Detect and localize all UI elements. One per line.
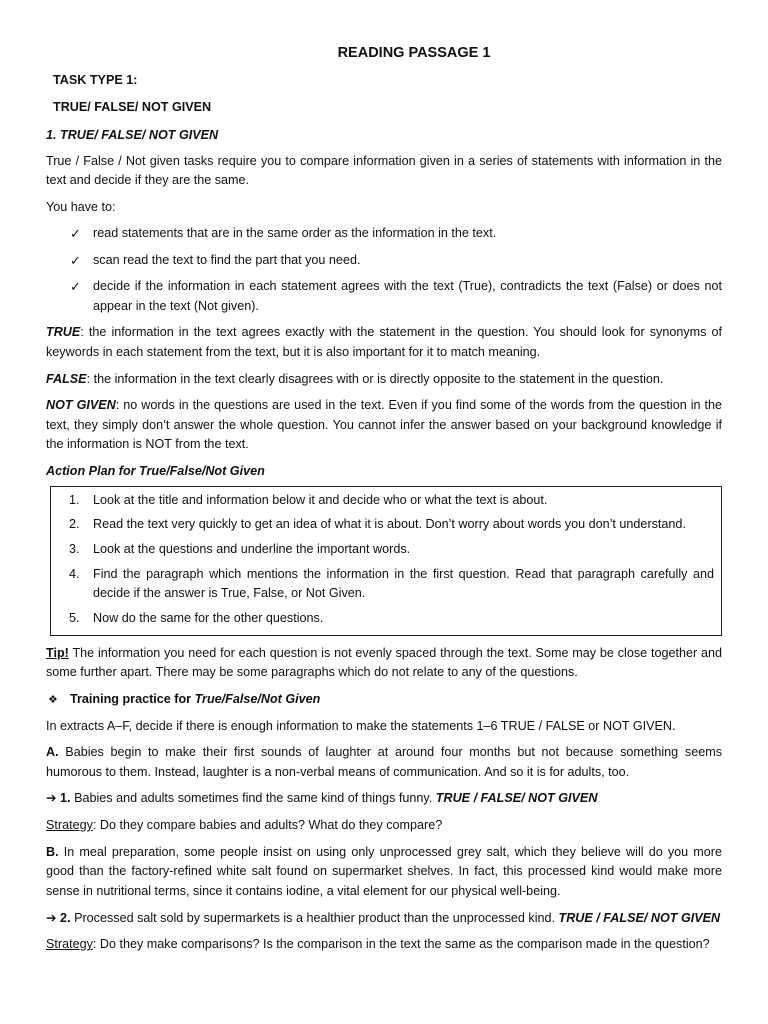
arrow-right-icon: ➔: [46, 910, 57, 925]
definition-false-text: : the information in the text clearly disagrees with or is directly opposite to the statement in the question.: [86, 371, 664, 386]
definition-false: [46, 370, 722, 390]
checkmark-icon: ✓: [70, 278, 81, 294]
training-label: Training practice for: [70, 691, 195, 706]
question-1-options: TRUE / FALSE/ NOT GIVEN: [435, 791, 598, 806]
term-not-given: NOT GIVEN: [46, 398, 116, 413]
question-2: [46, 909, 722, 929]
section-heading: 1. TRUE/ FALSE/ NOT GIVEN: [46, 127, 219, 142]
question-1-text: Babies and adults sometimes find the same kind of things funny.: [70, 791, 436, 806]
extract-b-letter: B.: [46, 844, 59, 859]
checklist-text: scan read the text to find the part that you need.: [93, 252, 361, 267]
step-number: 5.: [69, 610, 80, 625]
checkmark-icon: ✓: [70, 226, 81, 242]
strategy-2-text: : Do they make comparisons? Is the comparison in the text the same as the comparison made in the question?: [92, 937, 710, 952]
action-plan-item: [51, 491, 714, 511]
step-number: 2.: [69, 517, 80, 532]
strategy-1-label: Strategy: [46, 818, 93, 833]
extract-a-text: Babies begin to make their first sounds of laughter at around four months but not because something seems humorous to them. Instead, laughter is a non-verbal means of communication. And so it is for adults, too.: [46, 745, 722, 779]
step-text: Read the text very quickly to get an idea of what it is about. Don’t worry about words you don’t understand.: [93, 517, 686, 532]
step-number: 3.: [69, 542, 80, 557]
strategy-1: [46, 816, 722, 836]
action-plan-list: [51, 491, 714, 629]
checklist-item: [46, 251, 722, 271]
term-true: TRUE: [46, 325, 81, 340]
extracts-intro: In extracts A–F, decide if there is enough information to make the statements 1–6 TRUE / FALSE or NOT GIVEN.: [46, 718, 676, 733]
definition-true: [46, 323, 722, 362]
step-number: 4.: [69, 566, 80, 581]
checklist-text: read statements that are in the same order as the information in the text.: [93, 226, 497, 241]
extract-a-letter: A.: [46, 745, 59, 760]
question-1-number: 1.: [56, 791, 71, 806]
step-text: Now do the same for the other questions.: [93, 610, 324, 625]
definition-true-text: : the information in the text agrees exactly with the statement in the question. You should look for synonyms of keywords in each statement from the text, but it is also important for it to match meaning.: [46, 325, 722, 359]
action-plan-item: [51, 565, 714, 604]
action-plan-item: [51, 515, 714, 535]
checkmark-icon: ✓: [70, 252, 81, 268]
step-text: Look at the title and information below it and decide who or what the text is about.: [93, 492, 548, 507]
step-text: Find the paragraph which mentions the information in the first question. Read that paragraph carefully and decide if the answer is True, False, or Not Given.: [93, 566, 714, 601]
strategy-1-text: : Do they compare babies and adults? What do they compare?: [92, 818, 443, 833]
checklist-item: [46, 277, 722, 316]
you-have-to-label: You have to:: [46, 199, 116, 214]
intro-paragraph: True / False / Not given tasks require you to compare information given in a series of statements with information in the text and decide if they are the same.: [46, 153, 722, 188]
question-2-number: 2.: [56, 910, 71, 925]
action-plan-box: [50, 486, 722, 636]
definition-not-given: [46, 396, 722, 455]
extract-a: [46, 743, 722, 782]
training-label-italic: True/False/Not Given: [194, 691, 321, 706]
strategy-2: [46, 935, 722, 955]
step-text: Look at the questions and underline the important words.: [93, 542, 411, 557]
question-1: [46, 789, 722, 809]
action-plan-heading: Action Plan for True/False/Not Given: [46, 464, 265, 479]
strategy-2-label: Strategy: [46, 937, 93, 952]
task-type: TASK TYPE 1:: [53, 72, 138, 87]
training-heading: [48, 690, 722, 710]
definition-not-given-text: : no words in the questions are used in the text. Even if you find some of the words from the question in the text, they simply don’t answer the whole question. You cannot infer the answer based on your background knowledge if the information is NOT from the text.: [46, 398, 722, 452]
term-false: FALSE: [46, 371, 87, 386]
checklist-text: decide if the information in each statement agrees with the text (True), contradicts the text (False) or does not appear in the text (Not given).: [93, 278, 722, 313]
action-plan-item: [51, 540, 714, 560]
question-2-options: TRUE / FALSE/ NOT GIVEN: [558, 910, 721, 925]
extract-b-text: In meal preparation, some people insist on using only unprocessed grey salt, which they believe will do you more good than the factory-refined white salt found on supermarket shelves. In fact, this processed kind would make more sense in nutritional terms, since it contains iodine, a vital element for our physical well-being.: [46, 844, 722, 898]
question-2-text: Processed salt sold by supermarkets is a healthier product than the unprocessed kind.: [70, 910, 559, 925]
arrow-right-icon: ➔: [46, 791, 57, 806]
tip-text: The information you need for each question is not evenly spaced through the text. Some may be close together and some further apart. There may be some paragraphs which do not relate to any of the questions.: [46, 645, 722, 680]
checklist: [46, 224, 722, 316]
document-page: [46, 42, 722, 962]
task-name: TRUE/ FALSE/ NOT GIVEN: [53, 100, 212, 115]
diamond-bullet-icon: ❖: [48, 693, 58, 706]
tip-label: Tip!: [46, 645, 69, 660]
action-plan-item: [51, 609, 714, 629]
checklist-item: [46, 224, 722, 244]
extract-b: [46, 843, 722, 902]
step-number: 1.: [69, 492, 80, 507]
page-title: READING PASSAGE 1: [337, 45, 491, 61]
tip-paragraph: [46, 644, 722, 683]
